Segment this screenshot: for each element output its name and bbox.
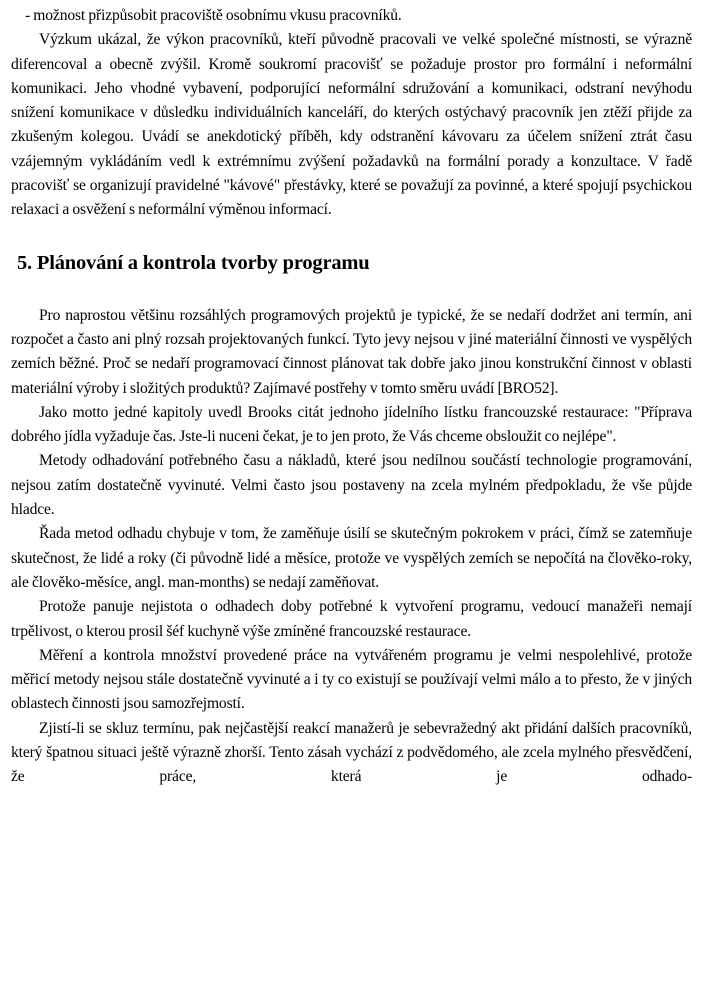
document-page: [11, 4, 692, 790]
paragraph-1: Pro naprostou většinu rozsáhlých programových projektů je typické, že se nedaří dodržet ani termín, ani rozpočet a často ani plný rozsah projektovaných funkcí. Tyto jevy nejsou v jiné materiální činnosti ve vyspělých zemích běžné. Proč se nedaří programovací činnost plánovat tak dobře jako jinou konstrukční činnost v oblasti materiální výroby i složitých produktů? Zajímavé postřehy v tomto směru uvádí [BRO52].: [11, 306, 692, 397]
section-title: 5. Plánování a kontrola tvorby programu: [17, 251, 370, 274]
bullet-line: - možnost přizpůsobit pracoviště osobnímu vkusu pracovníků.: [25, 7, 402, 24]
paragraph-3: Metody odhadování potřebného času a nákladů, které jsou nedílnou součástí technologie programování, nejsou zatím dostatečně vyvinuté. Velmi často jsou postaveny na zcela mylném předpokladu, že vše půjde hladce.: [11, 452, 692, 519]
paragraph-5: Protože panuje nejistota o odhadech doby potřebné k vytvoření programu, vedoucí manažeři nemají trpělivost, o kterou prosil šéf kuchyně výše zmíněné francouzské restaurace.: [11, 598, 692, 640]
paragraph-7: Zjistí-li se skluz termínu, pak nejčastější reakcí manažerů je sebevražedný akt přidání dalších pracovníků, který špatnou situaci ještě výrazně zhorší. Tento zásah vychází z podvědomého, ale zcela mylného přesvědčení, že práce, která je odhado-: [11, 719, 692, 786]
paragraph-4: Řada metod odhadu chybuje v tom, že zaměňuje úsilí se skutečným pokrokem v práci, čímž se zatemňuje skutečnost, že lidé a roky (či původně lidé a měsíce, protože ve vyspělých zemích se nepočítá na člověko-roky, ale člověko-měsíce, angl. man-months) se nedají zaměňovat.: [11, 525, 692, 591]
paragraph-2: Jako motto jedné kapitoly uvedl Brooks citát jednoho jídelního lístku francouzské restaurace: "Příprava dobrého jídla vyžaduje čas. Jste-li nuceni čekat, je to jen proto, že Vás chceme obsloužit co nejlépe".: [11, 403, 692, 446]
spacer: [11, 223, 692, 249]
intro-paragraph: Výzkum ukázal, že výkon pracovníků, kteří původně pracovali ve velké společné místnosti, se výrazně diferencoval a obecně zvýšil. Kromě soukromí pracovišť se požaduje prostor pro formální i neformální komunikaci. Jeho vhodné vybavení, podporující neformální sdružování a komunikaci, odstraní nevýhodu snížení komunikace v důsledku individuálních kanceláří, do kterých ostýchavý pracovník jen ztěží přijde za zkušeným kolegou. Uvádí se anekdotický příběh, kdy odstranění kávovaru za účelem snížení ztrát času vzájemným vykládáním vedl k extrémnímu zvýšení požadavků na formální porady a konzultace. V řadě pracovišť se organizují pravidelné "kávové" přestávky, které se považují za povinné, a které spojují psychickou relaxaci a osvěžení s neformální výměnou informací.: [11, 31, 692, 219]
paragraph-6: Měření a kontrola množství provedené práce na vytvářeném programu je velmi nespolehlivé, protože měřicí metody nejsou stále dostatečně vyvinuté a i ty co existují se používají velmi málo a to přesto, že v jiných oblastech činnosti jsou samozřejmostí.: [11, 646, 692, 713]
